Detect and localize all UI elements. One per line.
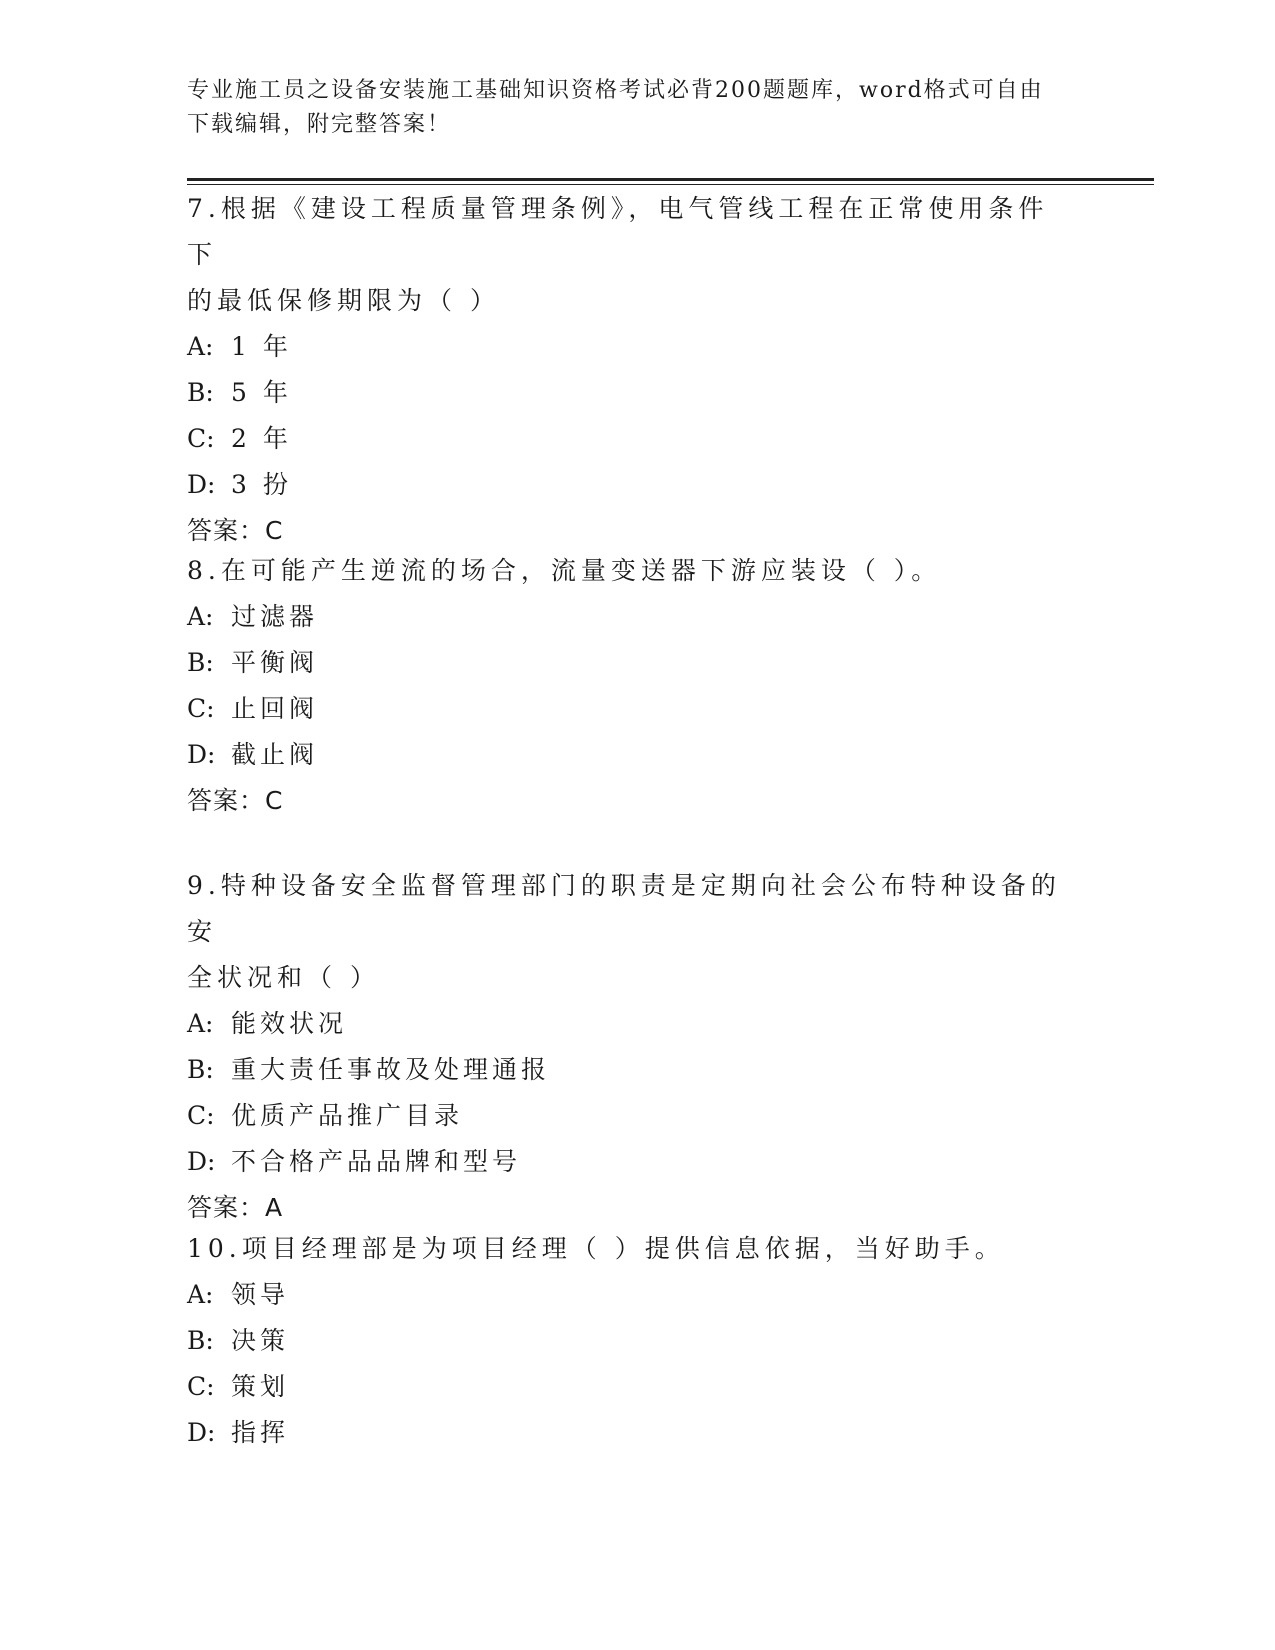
option-text: 5 年 [231,378,292,407]
option-c [187,416,1067,462]
document-header [187,74,1087,142]
option-text: 优质产品推广目录 [231,1101,464,1130]
option-a [187,1001,1067,1047]
option-text: 3 扮 [231,470,292,499]
option-label: D: [187,740,216,769]
option-b [187,1047,1067,1093]
option-text: 1 年 [231,332,292,361]
option-label: B: [187,378,214,407]
option-text: 决策 [231,1326,290,1355]
option-text: 重大责任事故及处理通报 [231,1055,551,1084]
option-label: A: [187,1009,214,1038]
option-label: C: [187,1372,215,1401]
option-label: C: [187,1101,215,1130]
question-stem-line-2: 的最低保修期限为（ ） [187,286,500,315]
question-stem-line-1: 9.特种设备安全监督管理部门的职责是定期向社会公布特种设备的安 [187,871,1061,946]
option-d [187,1139,1067,1185]
question-stem-line-1: 10.项目经理部是为项目经理（ ）提供信息依据，当好助手。 [187,1234,1005,1263]
option-label: D: [187,1147,216,1176]
option-text: 止回阀 [231,694,319,723]
option-text: 2 年 [231,424,292,453]
answer: 答案：C [187,516,284,545]
option-label: B: [187,1055,214,1084]
header-divider-thin [187,184,1154,185]
question-7 [187,186,1067,554]
option-c [187,686,1067,732]
option-label: A: [187,332,214,361]
header-divider-thick [187,178,1154,181]
question-8 [187,548,1067,824]
option-b [187,370,1067,416]
option-d [187,462,1067,508]
question-stem-line-2: 全状况和（ ） [187,963,380,992]
header-line-1: 专业施工员之设备安装施工基础知识资格考试必背200题题库，word格式可自由 [187,78,1044,103]
option-label: A: [187,1280,214,1309]
option-label: C: [187,424,215,453]
option-text: 指挥 [231,1418,290,1447]
option-c [187,1364,1067,1410]
option-b [187,640,1067,686]
option-a [187,1272,1067,1318]
option-label: A: [187,602,214,631]
option-text: 领导 [231,1280,290,1309]
option-b [187,1318,1067,1364]
option-label: C: [187,694,215,723]
question-9 [187,863,1067,1231]
option-label: D: [187,1418,216,1447]
question-stem-line-1: 8.在可能产生逆流的场合，流量变送器下游应装设（ ）。 [187,556,942,585]
option-label: B: [187,648,214,677]
option-text: 策划 [231,1372,290,1401]
option-text: 能效状况 [231,1009,348,1038]
option-d [187,1410,1067,1456]
question-10 [187,1226,1067,1456]
answer: 答案：C [187,786,284,815]
question-stem-line-1: 7.根据《建设工程质量管理条例》，电气管线工程在正常使用条件下 [187,194,1049,269]
option-text: 平衡阀 [231,648,319,677]
option-a [187,324,1067,370]
option-label: B: [187,1326,214,1355]
option-a [187,594,1067,640]
option-text: 不合格产品品牌和型号 [231,1147,522,1176]
answer: 答案：A [187,1193,284,1222]
option-c [187,1093,1067,1139]
option-label: D: [187,470,216,499]
header-line-2: 下载编辑，附完整答案！ [187,112,452,137]
option-d [187,732,1067,778]
option-text: 过滤器 [231,602,319,631]
option-text: 截止阀 [231,740,319,769]
